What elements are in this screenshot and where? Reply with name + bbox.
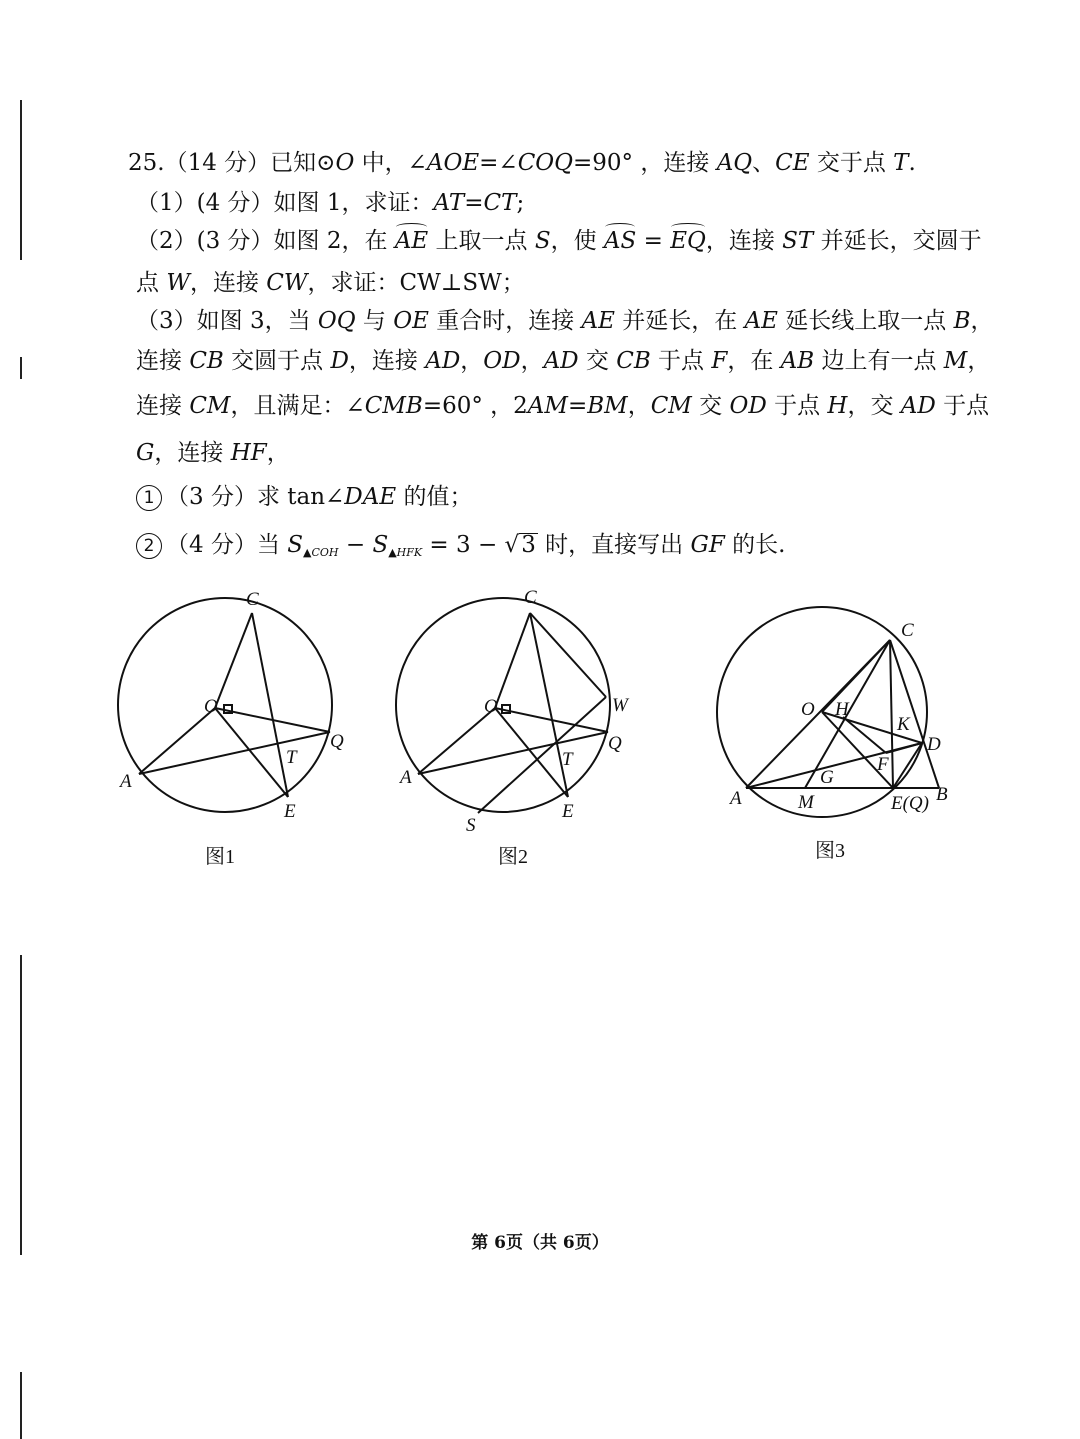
part-3-cont-1: 连接 CB 交圆于点 D，连接 AD，OD，AD 交 CB 于点 F，在 AB 边上有一点 M，: [136, 348, 991, 374]
label-c: C: [524, 587, 537, 608]
scan-edge: [20, 1372, 22, 1439]
figure-2-diagram: [390, 585, 640, 835]
label-q: Q: [330, 731, 344, 752]
label-w: W: [612, 695, 628, 716]
label-k: K: [897, 714, 910, 735]
page-footer: 第 6页（共 6页）: [471, 1233, 609, 1253]
segment-oa: [418, 708, 495, 774]
label-g: G: [820, 767, 834, 788]
figure-3-diagram: [710, 600, 960, 840]
label-c: C: [246, 589, 259, 610]
figure-2-caption: 图2: [498, 846, 528, 868]
part-1: （1）(4 分）如图 1，求证：AT=CT;: [136, 190, 525, 216]
segment-ce: [252, 613, 288, 797]
label-s: S: [466, 815, 476, 836]
circled-number-1: 1: [136, 485, 162, 511]
segment-aq: [139, 732, 330, 774]
segment-co: [495, 613, 530, 708]
label-m: M: [798, 792, 814, 813]
figure-1-diagram: [110, 585, 360, 835]
label-a: A: [120, 771, 132, 792]
segment-cw: [530, 613, 606, 697]
figure-2: [390, 585, 640, 835]
sub-question-1: 1 （3 分）求 tan∠DAE 的值；: [136, 482, 472, 512]
sub-question-2: 2 （4 分）当 $S_{▲COH} - S_{▲HFK} = 3 - √3$ 时，直接写出 GF 的长.: [136, 530, 785, 568]
label-o: O: [484, 696, 498, 717]
label-t: T: [286, 747, 297, 768]
figure-1: [110, 585, 360, 835]
label-a: A: [730, 788, 742, 809]
label-f: F: [877, 754, 889, 775]
segment-ce: [890, 640, 893, 788]
figure-1-caption: 图1: [205, 846, 235, 868]
part-2-cont: 点 W，连接 CW，求证：CW⊥SW；: [136, 270, 525, 296]
label-c: C: [901, 620, 914, 641]
scan-edge: [20, 955, 22, 1255]
segment-hf: [843, 717, 886, 753]
label-h: H: [835, 699, 849, 720]
part-3-cont-3: G，连接 HF，: [136, 440, 290, 466]
label-t: T: [562, 749, 573, 770]
scan-edge: [20, 357, 22, 379]
label-e-q: E(Q): [891, 793, 929, 814]
label-a: A: [400, 767, 412, 788]
part-3-cont-2: 连接 CM，且满足：∠CMB=60° ，2AM=BM，CM 交 OD 于点 H，交 AD 于点: [136, 393, 990, 419]
label-e: E: [284, 801, 296, 822]
label-o: O: [801, 699, 815, 720]
scan-edge: [20, 100, 22, 260]
figure-3: [710, 600, 960, 840]
segment-aq: [418, 732, 608, 774]
label-e: E: [562, 801, 574, 822]
part-3: （3）如图 3，当 OQ 与 OE 重合时，连接 AE 并延长，在 AE 延长线上取一点 B，: [136, 308, 994, 334]
label-d: D: [927, 734, 941, 755]
circled-number-2: 2: [136, 533, 162, 559]
segment-co: [215, 613, 252, 708]
segment-oa: [139, 708, 215, 774]
figure-3-caption: 图3: [815, 840, 845, 862]
part-2: （2）(3 分）如图 2，在 AE 上取一点 S，使 AS = EQ，连接 ST 并延长，交圆于: [136, 228, 982, 254]
question-stem: 25.（14 分）已知⊙O 中，∠AOE=∠COQ=90° ，连接 AQ、CE 交于点 T.: [128, 150, 916, 176]
label-q: Q: [608, 733, 622, 754]
label-o: O: [204, 696, 218, 717]
label-b: B: [936, 784, 948, 805]
